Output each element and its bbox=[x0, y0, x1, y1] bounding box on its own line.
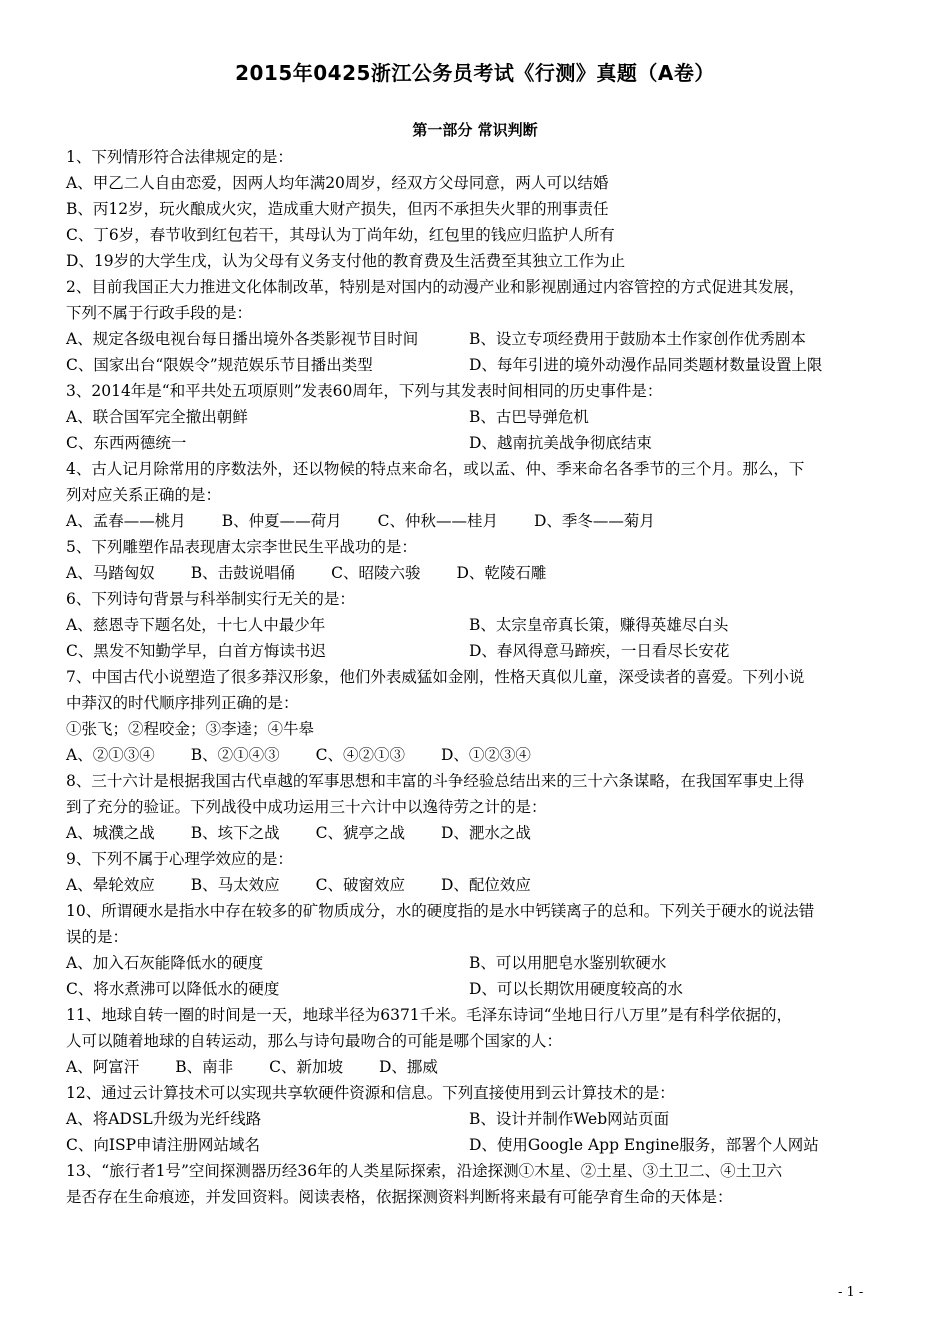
options-row bbox=[66, 560, 878, 586]
question-stem-items: ①张飞；②程咬金；③李逵；④牛皋 bbox=[66, 720, 315, 738]
question-stem-cont: 误的是： bbox=[66, 928, 129, 946]
option-c: C、昭陵六骏 bbox=[331, 564, 421, 582]
options-row bbox=[66, 508, 878, 534]
options-row bbox=[66, 872, 878, 898]
option-a: A、城濮之战 bbox=[66, 824, 155, 842]
question-stem-cont: 人可以随着地球的自转运动，那么与诗句最吻合的可能是哪个国家的人： bbox=[66, 1032, 563, 1050]
question-10 bbox=[66, 898, 878, 1002]
option-c: C、仲秋——桂月 bbox=[377, 512, 498, 530]
option-b: B、古巴导弹危机 bbox=[469, 408, 589, 426]
question-stem: 6、下列诗句背景与科举制实行无关的是： bbox=[66, 590, 355, 608]
options-row bbox=[66, 612, 878, 638]
option-b: B、击鼓说唱俑 bbox=[190, 564, 296, 582]
option-d: D、19岁的大学生戊，认为父母有义务支付他的教育费及生活费至其独立工作为止 bbox=[66, 252, 626, 270]
option-a: A、将ADSL升级为光纤线路 bbox=[66, 1110, 262, 1128]
question-stem: 12、通过云计算技术可以实现共享软硬件资源和信息。下列直接使用到云计算技术的是： bbox=[66, 1084, 675, 1102]
option-d: D、①②③④ bbox=[440, 746, 531, 764]
option-b: B、可以用肥皂水鉴别软硬水 bbox=[469, 954, 667, 972]
option-d: D、乾陵石雕 bbox=[456, 564, 547, 582]
question-4 bbox=[66, 456, 878, 534]
question-list bbox=[66, 144, 878, 1210]
option-c: C、国家出台“限娱令”规范娱乐节目播出类型 bbox=[66, 356, 373, 374]
options-row bbox=[66, 404, 878, 430]
question-2 bbox=[66, 274, 878, 378]
option-b: B、南非 bbox=[175, 1058, 234, 1076]
question-stem: 13、“旅行者1号”空间探测器历经36年的人类星际探索，沿途探测①木星、②土星、③土卫二、④土卫六 bbox=[66, 1162, 783, 1180]
option-a: A、孟春——桃月 bbox=[66, 512, 186, 530]
option-b: B、太宗皇帝真长策，赚得英雄尽白头 bbox=[469, 616, 729, 634]
option-b: B、仲夏——荷月 bbox=[221, 512, 342, 530]
question-stem: 11、地球自转一圈的时间是一天，地球半径为6371千米。毛泽东诗词“坐地日行八万里”是有科学依据的， bbox=[66, 1006, 793, 1024]
option-d: D、可以长期饮用硬度较高的水 bbox=[469, 980, 683, 998]
options-row bbox=[66, 326, 878, 352]
option-b: B、垓下之战 bbox=[190, 824, 280, 842]
option-c: C、丁6岁，春节收到红包若干，其母认为丁尚年幼，红包里的钱应归监护人所有 bbox=[66, 226, 615, 244]
question-stem: 4、古人记月除常用的序数法外，还以物候的特点来命名，或以孟、仲、季来命名各季节的三个月。那么，下 bbox=[66, 460, 805, 478]
option-a: A、晕轮效应 bbox=[66, 876, 155, 894]
question-3 bbox=[66, 378, 878, 456]
options-row bbox=[66, 352, 878, 378]
option-d: D、每年引进的境外动漫作品同类题材数量设置上限 bbox=[469, 356, 823, 374]
option-c: C、破窗效应 bbox=[315, 876, 405, 894]
question-stem: 7、中国古代小说塑造了很多莽汉形象，他们外表威猛如金刚，性格天真似儿童，深受读者的喜爱。下列小说 bbox=[66, 668, 805, 686]
option-c: C、④②①③ bbox=[315, 746, 405, 764]
question-stem-cont: 列对应关系正确的是： bbox=[66, 486, 222, 504]
options-row bbox=[66, 950, 878, 976]
question-1 bbox=[66, 144, 878, 274]
question-7 bbox=[66, 664, 878, 768]
question-13 bbox=[66, 1158, 878, 1210]
option-d: D、越南抗美战争彻底结束 bbox=[469, 434, 652, 452]
question-9 bbox=[66, 846, 878, 898]
options-row bbox=[66, 638, 878, 664]
option-b: B、设计并制作Web网站页面 bbox=[469, 1110, 670, 1128]
option-c: C、将水煮沸可以降低水的硬度 bbox=[66, 980, 280, 998]
question-6 bbox=[66, 586, 878, 664]
option-c: C、新加坡 bbox=[269, 1058, 343, 1076]
option-d: D、配位效应 bbox=[440, 876, 531, 894]
question-stem-cont: 是否存在生命痕迹，并发回资料。阅读表格，依据探测资料判断将来最有可能孕育生命的天体是： bbox=[66, 1188, 733, 1206]
options-row bbox=[66, 1106, 878, 1132]
option-d: D、挪威 bbox=[378, 1058, 438, 1076]
option-b: B、②①④③ bbox=[190, 746, 280, 764]
option-a: A、阿富汗 bbox=[66, 1058, 140, 1076]
question-stem: 5、下列雕塑作品表现唐太宗李世民生平战功的是： bbox=[66, 538, 417, 556]
option-a: A、甲乙二人自由恋爱，因两人均年满20周岁，经双方父母同意，两人可以结婚 bbox=[66, 174, 609, 192]
question-stem: 3、2014年是“和平共处五项原则”发表60周年，下列与其发表时间相同的历史事件是： bbox=[66, 382, 663, 400]
option-a: A、规定各级电视台每日播出境外各类影视节目时间 bbox=[66, 330, 419, 348]
question-stem: 9、下列不属于心理学效应的是： bbox=[66, 850, 293, 868]
page-title: 2015年0425浙江公务员考试《行测》真题（A卷） bbox=[235, 61, 715, 85]
question-11 bbox=[66, 1002, 878, 1080]
options-row bbox=[66, 430, 878, 456]
option-a: A、②①③④ bbox=[66, 746, 155, 764]
option-a: A、加入石灰能降低水的硬度 bbox=[66, 954, 264, 972]
option-d: D、春风得意马蹄疾，一日看尽长安花 bbox=[469, 642, 730, 660]
question-5 bbox=[66, 534, 878, 586]
option-a: A、慈恩寺下题名处，十七人中最少年 bbox=[66, 616, 326, 634]
option-d: D、使用Google App Engine服务，部署个人网站 bbox=[469, 1136, 819, 1154]
options-row bbox=[66, 1132, 878, 1158]
options-row bbox=[66, 1054, 878, 1080]
question-stem: 10、所谓硬水是指水中存在较多的矿物质成分，水的硬度指的是水中钙镁离子的总和。下列关于硬水的说法错 bbox=[66, 902, 815, 920]
option-b: B、马太效应 bbox=[190, 876, 280, 894]
question-stem: 8、三十六计是根据我国古代卓越的军事思想和丰富的斗争经验总结出来的三十六条谋略，在我国军事史上得 bbox=[66, 772, 805, 790]
options-row bbox=[66, 742, 878, 768]
option-c: C、向ISP申请注册网站域名 bbox=[66, 1136, 261, 1154]
option-d: D、季冬——菊月 bbox=[533, 512, 655, 530]
option-a: A、马踏匈奴 bbox=[66, 564, 155, 582]
option-c: C、东西两德统一 bbox=[66, 434, 187, 452]
options-row bbox=[66, 976, 878, 1002]
option-b: B、丙12岁，玩火酿成火灾，造成重大财产损失，但丙不承担失火罪的刑事责任 bbox=[66, 200, 609, 218]
option-c: C、黑发不知勤学早，白首方悔读书迟 bbox=[66, 642, 326, 660]
question-stem: 1、下列情形符合法律规定的是： bbox=[66, 148, 293, 166]
question-stem-cont: 到了充分的验证。下列战役中成功运用三十六计中以逸待劳之计的是： bbox=[66, 798, 547, 816]
question-stem: 2、目前我国正大力推进文化体制改革，特别是对国内的动漫产业和影视剧通过内容管控的方式促进其发展， bbox=[66, 278, 805, 296]
page-number: - 1 - bbox=[838, 1285, 864, 1300]
question-12 bbox=[66, 1080, 878, 1158]
options-row bbox=[66, 820, 878, 846]
option-c: C、猇亭之战 bbox=[315, 824, 405, 842]
question-8 bbox=[66, 768, 878, 846]
option-a: A、联合国军完全撤出朝鲜 bbox=[66, 408, 248, 426]
question-stem-cont: 中莽汉的时代顺序排列正确的是： bbox=[66, 694, 299, 712]
section-heading: 第一部分 常识判断 bbox=[412, 121, 538, 139]
option-b: B、设立专项经费用于鼓励本土作家创作优秀剧本 bbox=[469, 330, 806, 348]
option-d: D、淝水之战 bbox=[440, 824, 531, 842]
question-stem-cont: 下列不属于行政手段的是： bbox=[66, 304, 253, 322]
